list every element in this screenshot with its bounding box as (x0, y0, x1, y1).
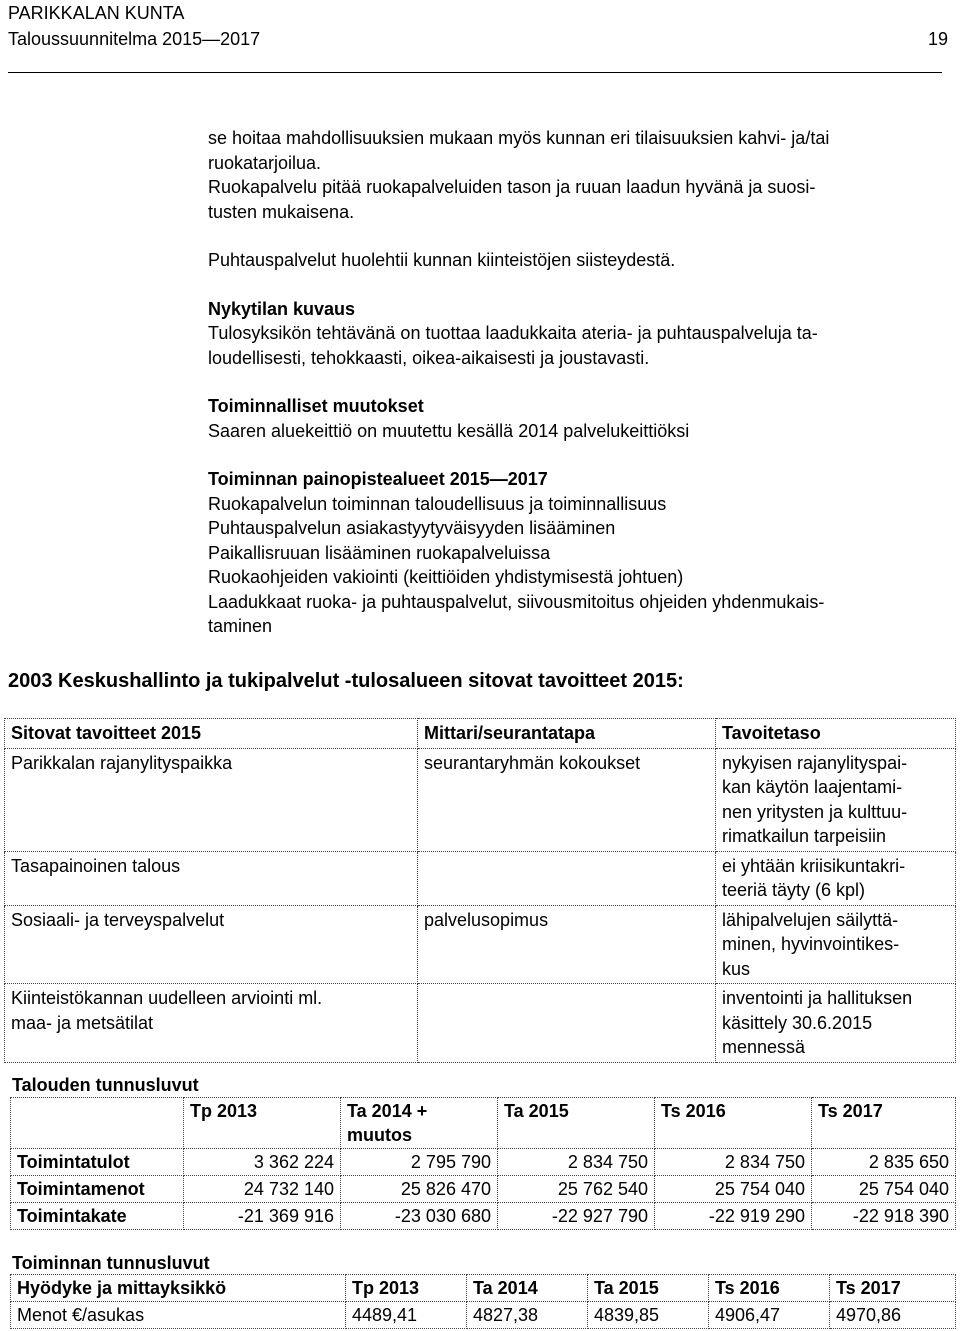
table-header-row (5, 719, 956, 749)
paragraph-line: Puhtauspalvelut huolehtii kunnan kiinteistöjen siisteydestä. (208, 250, 676, 270)
org-name: PARIKKALAN KUNTA (8, 3, 185, 23)
row-label: Toimintakate (11, 1203, 184, 1230)
column-header: Ts 2017 (830, 1275, 956, 1302)
column-header: Ts 2016 (709, 1275, 830, 1302)
table-cell: Tasapainoinen talous (5, 851, 418, 905)
table-cell (418, 851, 716, 905)
table-cell: 4839,85 (588, 1302, 709, 1329)
table-cell: -23 030 680 (341, 1203, 498, 1230)
column-header: Sitovat tavoitteet 2015 (5, 719, 418, 749)
heading-muutokset: Toiminnalliset muutokset (208, 396, 424, 416)
table-row (5, 905, 956, 984)
table-cell: 24 732 140 (184, 1176, 341, 1203)
column-header: Ta 2015 (498, 1098, 655, 1149)
table-cell: 4906,47 (709, 1302, 830, 1329)
table-row (5, 851, 956, 905)
table-cell: 4489,41 (346, 1302, 467, 1329)
table-cell: inventointi ja hallituksen käsittely 30.6.2015 mennessä (716, 984, 956, 1063)
table-cell: 2 835 650 (812, 1149, 956, 1176)
column-header: Hyödyke ja mittayksikkö (11, 1275, 346, 1302)
row-label: Menot €/asukas (11, 1302, 346, 1329)
column-header: Ta 2015 (588, 1275, 709, 1302)
table-header-row (11, 1098, 956, 1149)
document-title: Taloussuunnitelma 2015—2017 (8, 29, 261, 49)
table-cell: 4970,86 (830, 1302, 956, 1329)
table-row (11, 1149, 956, 1176)
header-row (8, 26, 952, 52)
table-cell (418, 984, 716, 1063)
body-text (208, 126, 948, 639)
table-cell: 25 826 470 (341, 1176, 498, 1203)
table-header-row (11, 1275, 956, 1302)
column-header (11, 1098, 184, 1149)
paragraph-line: Saaren aluekeittiö on muutettu kesällä 2014 palvelukeittiöksi (208, 420, 690, 441)
list-item: Ruokaohjeiden vakiointi (keittiöiden yhdistymisestä johtuen) (208, 567, 684, 587)
header-divider (8, 72, 942, 73)
table-cell: -22 927 790 (498, 1203, 655, 1230)
table-cell: 2 795 790 (341, 1149, 498, 1176)
column-header: Tavoitetaso (716, 719, 956, 749)
table-cell: 25 762 540 (498, 1176, 655, 1203)
column-header: Ta 2014 + muutos (341, 1098, 498, 1149)
list-item: Paikallisruuan lisääminen ruokapalveluissa (208, 542, 551, 563)
table-cell: ei yhtään kriisikuntakri- teeriä täyty (6 kpl) (716, 851, 956, 905)
table-cell: seurantaryhmän kokoukset (418, 748, 716, 851)
table-row (5, 748, 956, 851)
list-item: Ruokapalvelun toiminnan taloudellisuus ja toiminnallisuus (208, 493, 667, 514)
goals-table (4, 718, 956, 1063)
list-item: Laadukkaat ruoka- ja puhtauspalvelut, siivousmitoitus ohjeiden yhdenmukais- (208, 591, 825, 612)
paragraph-line: loudellisesti, tehokkaasti, oikea-aikaisesti ja joustavasti. (208, 347, 650, 368)
paragraph-line: se hoitaa mahdollisuuksien mukaan myös kunnan eri tilaisuuksien kahvi- ja/tai (208, 128, 830, 148)
table-cell: Sosiaali- ja terveyspalvelut (5, 905, 418, 984)
table-cell: palvelusopimus (418, 905, 716, 984)
table-row (11, 1302, 956, 1329)
table-cell: 4827,38 (467, 1302, 588, 1329)
table-cell: 2 834 750 (655, 1149, 812, 1176)
finance-table (10, 1097, 956, 1230)
table-cell: Parikkalan rajanylityspaikka (5, 748, 418, 851)
operations-table-title: Toiminnan tunnusluvut (12, 1253, 210, 1273)
column-header: Mittari/seurantatapa (418, 719, 716, 749)
table-cell: -22 918 390 (812, 1203, 956, 1230)
paragraph-line: tusten mukaisena. (208, 201, 355, 222)
table-cell: nykyisen rajanylityspai- kan käytön laajentami- nen yritysten ja kulttuu- rimatkailun tarpeisiin (716, 748, 956, 851)
table-cell: lähipalvelujen säilyttä- minen, hyvinvointikes- kus (716, 905, 956, 984)
row-label: Toimintatulot (11, 1149, 184, 1176)
column-header: Tp 2013 (184, 1098, 341, 1149)
finance-table-title: Talouden tunnusluvut (12, 1075, 199, 1095)
heading-painopiste: Toiminnan painopistealueet 2015—2017 (208, 469, 548, 489)
table-row (11, 1203, 956, 1230)
table-row (11, 1176, 956, 1203)
section-title: 2003 Keskushallinto ja tukipalvelut -tulosalueen sitovat tavoitteet 2015: (8, 670, 684, 692)
page-header (8, 0, 952, 52)
paragraph-line: ruokatarjoilua. (208, 152, 322, 173)
paragraph-line: Ruokapalvelu pitää ruokapalveluiden tason ja ruuan laadun hyvänä ja suosi- (208, 177, 816, 197)
table-cell: 25 754 040 (812, 1176, 956, 1203)
list-item: Puhtauspalvelun asiakastyytyväisyyden lisääminen (208, 518, 616, 538)
table-cell: -21 369 916 (184, 1203, 341, 1230)
table-row (5, 984, 956, 1063)
operations-table (10, 1274, 956, 1329)
heading-nykytila: Nykytilan kuvaus (208, 298, 356, 319)
column-header: Ts 2017 (812, 1098, 956, 1149)
row-label: Toimintamenot (11, 1176, 184, 1203)
column-header: Ts 2016 (655, 1098, 812, 1149)
page-number: 19 (927, 29, 948, 49)
table-cell: Kiinteistökannan uudelleen arviointi ml. maa- ja metsätilat (5, 984, 418, 1063)
table-cell: 2 834 750 (498, 1149, 655, 1176)
table-cell: 3 362 224 (184, 1149, 341, 1176)
table-cell: -22 919 290 (655, 1203, 812, 1230)
paragraph-line: Tulosyksikön tehtävänä on tuottaa laadukkaita ateria- ja puhtauspalveluja ta- (208, 323, 818, 343)
table-cell: 25 754 040 (655, 1176, 812, 1203)
list-item: taminen (208, 616, 273, 636)
column-header: Tp 2013 (346, 1275, 467, 1302)
column-header: Ta 2014 (467, 1275, 588, 1302)
